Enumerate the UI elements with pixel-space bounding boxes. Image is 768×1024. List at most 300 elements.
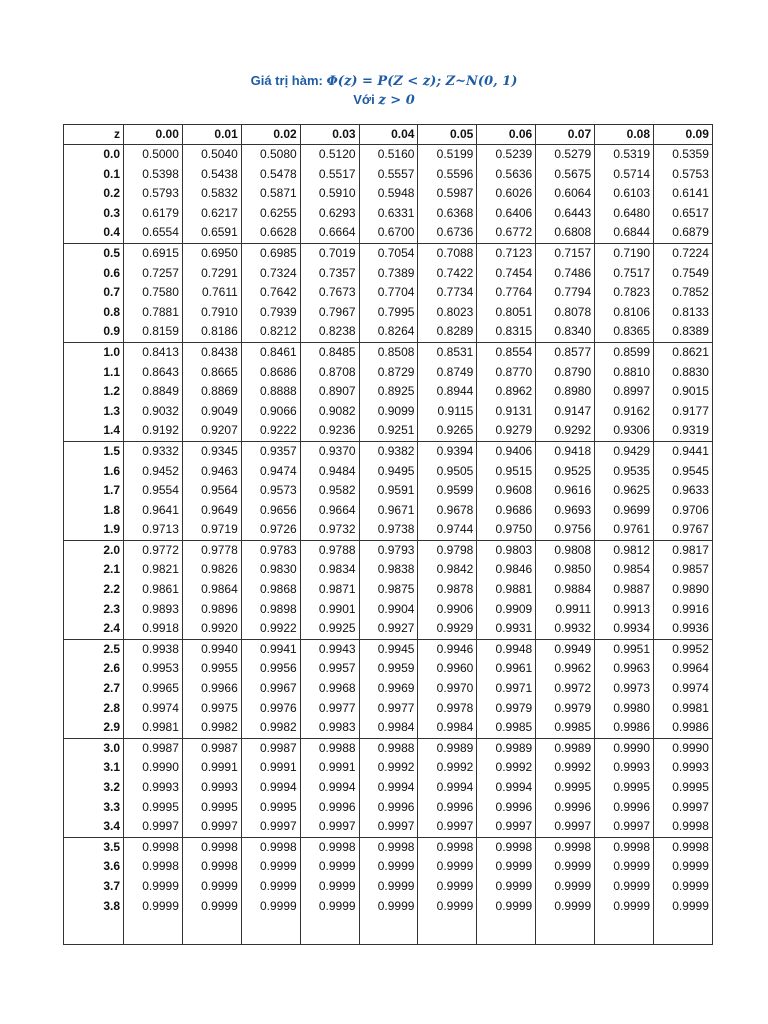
z-value-cell: 2.1 [64, 560, 124, 580]
probability-cell: 0.5239 [477, 145, 536, 165]
probability-cell: 0.9987 [182, 738, 241, 758]
z-value-cell: 3.7 [64, 877, 124, 897]
probability-cell: 0.9099 [359, 402, 418, 422]
table-row [64, 798, 713, 818]
probability-cell: 0.9515 [477, 462, 536, 482]
probability-cell: 0.9978 [418, 699, 477, 719]
probability-cell: 0.8925 [359, 382, 418, 402]
table-row [64, 659, 713, 679]
probability-cell: 0.9999 [241, 897, 300, 917]
table-row [64, 303, 713, 323]
probability-cell: 0.9996 [359, 798, 418, 818]
probability-cell: 0.9969 [359, 679, 418, 699]
title-line-2 [0, 91, 768, 110]
probability-cell: 0.8997 [595, 382, 654, 402]
probability-cell: 0.9625 [595, 481, 654, 501]
probability-cell: 0.9678 [418, 501, 477, 521]
probability-cell: 0.5438 [182, 165, 241, 185]
probability-cell: 0.9996 [536, 798, 595, 818]
probability-cell: 0.9997 [477, 817, 536, 837]
probability-cell: 0.6554 [124, 223, 183, 243]
probability-cell: 0.8212 [241, 322, 300, 342]
probability-cell: 0.9999 [654, 877, 713, 897]
probability-cell: 0.7357 [300, 264, 359, 284]
probability-cell: 0.9998 [182, 837, 241, 857]
probability-cell: 0.9980 [595, 699, 654, 719]
probability-cell: 0.9998 [477, 837, 536, 857]
z-table [63, 124, 713, 945]
probability-cell: 0.8830 [654, 363, 713, 383]
probability-cell: 0.9979 [536, 699, 595, 719]
probability-cell: 0.5080 [241, 145, 300, 165]
column-header: 0.00 [124, 125, 183, 145]
z-value-cell: 0.4 [64, 223, 124, 243]
probability-cell: 0.9990 [124, 758, 183, 778]
probability-cell: 0.9995 [124, 798, 183, 818]
probability-cell: 0.9925 [300, 619, 359, 639]
table-row [64, 540, 713, 560]
table-row [64, 283, 713, 303]
probability-cell: 0.8340 [536, 322, 595, 342]
table-row [64, 600, 713, 620]
probability-cell: 0.9951 [595, 639, 654, 659]
probability-cell: 0.9808 [536, 540, 595, 560]
probability-cell: 0.9798 [418, 540, 477, 560]
probability-cell: 0.9999 [124, 897, 183, 917]
z-value-cell: 3.0 [64, 738, 124, 758]
probability-cell: 0.9967 [241, 679, 300, 699]
probability-cell: 0.9817 [654, 540, 713, 560]
condition-label: Với [353, 92, 375, 107]
table-row [64, 462, 713, 482]
probability-cell: 0.9761 [595, 520, 654, 540]
probability-cell: 0.8264 [359, 322, 418, 342]
probability-cell: 0.9999 [595, 857, 654, 877]
probability-cell: 0.9505 [418, 462, 477, 482]
probability-cell: 0.9982 [182, 718, 241, 738]
probability-cell: 0.9898 [241, 600, 300, 620]
probability-cell: 0.7123 [477, 243, 536, 263]
probability-cell: 0.9993 [182, 778, 241, 798]
probability-cell: 0.8485 [300, 342, 359, 362]
probability-cell: 0.9893 [124, 600, 183, 620]
probability-cell: 0.8461 [241, 342, 300, 362]
probability-cell: 0.7054 [359, 243, 418, 263]
probability-cell: 0.9890 [654, 580, 713, 600]
probability-cell: 0.9999 [536, 877, 595, 897]
z-value-cell: 3.3 [64, 798, 124, 818]
z-value-cell: 2.7 [64, 679, 124, 699]
probability-cell: 0.9756 [536, 520, 595, 540]
probability-cell: 0.7324 [241, 264, 300, 284]
probability-cell: 0.9991 [182, 758, 241, 778]
table-row [64, 204, 713, 224]
probability-cell: 0.9732 [300, 520, 359, 540]
probability-cell: 0.5319 [595, 145, 654, 165]
probability-cell: 0.7673 [300, 283, 359, 303]
probability-cell: 0.8869 [182, 382, 241, 402]
probability-cell: 0.9996 [300, 798, 359, 818]
probability-cell: 0.9582 [300, 481, 359, 501]
probability-cell: 0.9995 [241, 798, 300, 818]
probability-cell: 0.8849 [124, 382, 183, 402]
title-formula: Φ(z) = P(Z < z); Z~N(0, 1) [326, 74, 518, 89]
probability-cell: 0.9429 [595, 441, 654, 461]
column-header: 0.04 [359, 125, 418, 145]
probability-cell: 0.9997 [359, 817, 418, 837]
probability-cell: 0.7580 [124, 283, 183, 303]
probability-cell: 0.7910 [182, 303, 241, 323]
table-row [64, 402, 713, 422]
probability-cell: 0.9977 [300, 699, 359, 719]
probability-cell: 0.7794 [536, 283, 595, 303]
probability-cell: 0.9911 [536, 600, 595, 620]
column-header: 0.07 [536, 125, 595, 145]
probability-cell: 0.9699 [595, 501, 654, 521]
empty-cell [359, 916, 418, 945]
probability-cell: 0.9920 [182, 619, 241, 639]
probability-cell: 0.9997 [654, 798, 713, 818]
probability-cell: 0.9495 [359, 462, 418, 482]
probability-cell: 0.9922 [241, 619, 300, 639]
probability-cell: 0.9474 [241, 462, 300, 482]
probability-cell: 0.9251 [359, 421, 418, 441]
probability-cell: 0.9864 [182, 580, 241, 600]
table-row [64, 837, 713, 857]
probability-cell: 0.9952 [654, 639, 713, 659]
probability-cell: 0.8599 [595, 342, 654, 362]
probability-cell: 0.9236 [300, 421, 359, 441]
probability-cell: 0.6293 [300, 204, 359, 224]
probability-cell: 0.9803 [477, 540, 536, 560]
probability-cell: 0.9982 [241, 718, 300, 738]
probability-cell: 0.9147 [536, 402, 595, 422]
probability-cell: 0.9693 [536, 501, 595, 521]
empty-cell [654, 916, 713, 945]
z-value-cell: 0.5 [64, 243, 124, 263]
probability-cell: 0.7764 [477, 283, 536, 303]
column-header: 0.03 [300, 125, 359, 145]
probability-cell: 0.9616 [536, 481, 595, 501]
probability-cell: 0.5478 [241, 165, 300, 185]
probability-cell: 0.9990 [654, 738, 713, 758]
probability-cell: 0.9162 [595, 402, 654, 422]
table-row [64, 501, 713, 521]
z-value-cell: 1.3 [64, 402, 124, 422]
probability-cell: 0.8365 [595, 322, 654, 342]
probability-cell: 0.9997 [124, 817, 183, 837]
probability-cell: 0.9463 [182, 462, 241, 482]
probability-cell: 0.9999 [359, 897, 418, 917]
z-value-cell: 1.8 [64, 501, 124, 521]
probability-cell: 0.9959 [359, 659, 418, 679]
probability-cell: 0.9842 [418, 560, 477, 580]
probability-cell: 0.9965 [124, 679, 183, 699]
probability-cell: 0.9995 [595, 778, 654, 798]
z-value-cell: 2.5 [64, 639, 124, 659]
probability-cell: 0.9960 [418, 659, 477, 679]
z-value-cell: 1.7 [64, 481, 124, 501]
probability-cell: 0.9999 [595, 897, 654, 917]
probability-cell: 0.9994 [477, 778, 536, 798]
condition-formula: z > 0 [378, 93, 415, 108]
probability-cell: 0.5557 [359, 165, 418, 185]
probability-cell: 0.9904 [359, 600, 418, 620]
probability-cell: 0.9938 [124, 639, 183, 659]
probability-cell: 0.7454 [477, 264, 536, 284]
probability-cell: 0.9881 [477, 580, 536, 600]
probability-cell: 0.9932 [536, 619, 595, 639]
probability-cell: 0.9441 [654, 441, 713, 461]
probability-cell: 0.9319 [654, 421, 713, 441]
probability-cell: 0.9996 [595, 798, 654, 818]
probability-cell: 0.8962 [477, 382, 536, 402]
table-row [64, 778, 713, 798]
z-value-cell: 0.1 [64, 165, 124, 185]
probability-cell: 0.8686 [241, 363, 300, 383]
probability-cell: 0.8023 [418, 303, 477, 323]
probability-cell: 0.8621 [654, 342, 713, 362]
z-value-cell: 2.3 [64, 600, 124, 620]
table-row [64, 243, 713, 263]
probability-cell: 0.9633 [654, 481, 713, 501]
probability-cell: 0.7389 [359, 264, 418, 284]
probability-cell: 0.9545 [654, 462, 713, 482]
probability-cell: 0.9999 [536, 897, 595, 917]
table-body [64, 145, 713, 945]
probability-cell: 0.9976 [241, 699, 300, 719]
probability-cell: 0.9999 [300, 877, 359, 897]
probability-cell: 0.5675 [536, 165, 595, 185]
probability-cell: 0.8413 [124, 342, 183, 362]
probability-cell: 0.9986 [654, 718, 713, 738]
probability-cell: 0.9049 [182, 402, 241, 422]
probability-cell: 0.9989 [477, 738, 536, 758]
probability-cell: 0.9948 [477, 639, 536, 659]
probability-cell: 0.9946 [418, 639, 477, 659]
probability-cell: 0.9999 [124, 877, 183, 897]
probability-cell: 0.9995 [536, 778, 595, 798]
probability-cell: 0.8531 [418, 342, 477, 362]
probability-cell: 0.9989 [418, 738, 477, 758]
probability-cell: 0.7257 [124, 264, 183, 284]
probability-cell: 0.9916 [654, 600, 713, 620]
probability-cell: 0.9966 [182, 679, 241, 699]
title-line-1 [0, 72, 768, 91]
probability-cell: 0.6591 [182, 223, 241, 243]
probability-cell: 0.6217 [182, 204, 241, 224]
probability-cell: 0.9997 [182, 817, 241, 837]
probability-cell: 0.9989 [536, 738, 595, 758]
probability-cell: 0.9993 [595, 758, 654, 778]
probability-cell: 0.6443 [536, 204, 595, 224]
probability-cell: 0.9998 [595, 837, 654, 857]
probability-cell: 0.9909 [477, 600, 536, 620]
column-header: 0.09 [654, 125, 713, 145]
z-value-cell: 2.8 [64, 699, 124, 719]
probability-cell: 0.9963 [595, 659, 654, 679]
probability-cell: 0.7704 [359, 283, 418, 303]
probability-cell: 0.9979 [477, 699, 536, 719]
probability-cell: 0.9929 [418, 619, 477, 639]
probability-cell: 0.9726 [241, 520, 300, 540]
probability-cell: 0.9998 [300, 837, 359, 857]
probability-cell: 0.9857 [654, 560, 713, 580]
probability-cell: 0.9850 [536, 560, 595, 580]
probability-cell: 0.6064 [536, 184, 595, 204]
probability-cell: 0.5753 [654, 165, 713, 185]
probability-cell: 0.9265 [418, 421, 477, 441]
table-row [64, 223, 713, 243]
probability-cell: 0.5199 [418, 145, 477, 165]
probability-cell: 0.9999 [595, 877, 654, 897]
probability-cell: 0.9671 [359, 501, 418, 521]
probability-cell: 0.9641 [124, 501, 183, 521]
table-row [64, 639, 713, 659]
probability-cell: 0.9918 [124, 619, 183, 639]
probability-cell: 0.9997 [418, 817, 477, 837]
probability-cell: 0.9999 [359, 877, 418, 897]
probability-cell: 0.9999 [241, 877, 300, 897]
probability-cell: 0.9896 [182, 600, 241, 620]
probability-cell: 0.9884 [536, 580, 595, 600]
probability-cell: 0.9981 [124, 718, 183, 738]
table-row [64, 264, 713, 284]
probability-cell: 0.9834 [300, 560, 359, 580]
probability-cell: 0.9992 [536, 758, 595, 778]
probability-cell: 0.9357 [241, 441, 300, 461]
probability-cell: 0.9484 [300, 462, 359, 482]
probability-cell: 0.8051 [477, 303, 536, 323]
probability-cell: 0.9177 [654, 402, 713, 422]
probability-cell: 0.6950 [182, 243, 241, 263]
probability-cell: 0.6406 [477, 204, 536, 224]
probability-cell: 0.6026 [477, 184, 536, 204]
probability-cell: 0.9686 [477, 501, 536, 521]
probability-cell: 0.9999 [654, 857, 713, 877]
probability-cell: 0.5948 [359, 184, 418, 204]
probability-cell: 0.6915 [124, 243, 183, 263]
table-row [64, 580, 713, 600]
probability-cell: 0.9974 [654, 679, 713, 699]
table-row [64, 679, 713, 699]
probability-cell: 0.9934 [595, 619, 654, 639]
probability-cell: 0.9861 [124, 580, 183, 600]
probability-cell: 0.9993 [654, 758, 713, 778]
table-row [64, 184, 713, 204]
probability-cell: 0.9995 [654, 778, 713, 798]
probability-cell: 0.9997 [241, 817, 300, 837]
probability-cell: 0.9943 [300, 639, 359, 659]
probability-cell: 0.9994 [300, 778, 359, 798]
empty-cell [595, 916, 654, 945]
probability-cell: 0.9998 [654, 817, 713, 837]
z-value-cell: 3.5 [64, 837, 124, 857]
probability-cell: 0.9985 [536, 718, 595, 738]
empty-cell [124, 916, 183, 945]
probability-cell: 0.5517 [300, 165, 359, 185]
probability-cell: 0.5596 [418, 165, 477, 185]
probability-cell: 0.7224 [654, 243, 713, 263]
probability-cell: 0.9875 [359, 580, 418, 600]
probability-cell: 0.8186 [182, 322, 241, 342]
probability-cell: 0.7549 [654, 264, 713, 284]
probability-cell: 0.5910 [300, 184, 359, 204]
probability-cell: 0.9999 [418, 857, 477, 877]
probability-cell: 0.9999 [654, 897, 713, 917]
probability-cell: 0.7486 [536, 264, 595, 284]
probability-cell: 0.8159 [124, 322, 183, 342]
probability-cell: 0.9591 [359, 481, 418, 501]
probability-cell: 0.7190 [595, 243, 654, 263]
probability-cell: 0.9999 [182, 897, 241, 917]
probability-cell: 0.8708 [300, 363, 359, 383]
probability-cell: 0.9998 [182, 857, 241, 877]
probability-cell: 0.9292 [536, 421, 595, 441]
probability-cell: 0.9649 [182, 501, 241, 521]
probability-cell: 0.6331 [359, 204, 418, 224]
probability-cell: 0.9826 [182, 560, 241, 580]
probability-cell: 0.9973 [595, 679, 654, 699]
z-value-cell: 2.9 [64, 718, 124, 738]
table-row [64, 481, 713, 501]
empty-cell [418, 916, 477, 945]
probability-cell: 0.9970 [418, 679, 477, 699]
probability-cell: 0.9998 [124, 857, 183, 877]
z-value-cell: 0.7 [64, 283, 124, 303]
probability-cell: 0.9993 [124, 778, 183, 798]
table-row [64, 421, 713, 441]
probability-cell: 0.5636 [477, 165, 536, 185]
probability-cell: 0.9306 [595, 421, 654, 441]
table-row [64, 145, 713, 165]
probability-cell: 0.9279 [477, 421, 536, 441]
probability-cell: 0.7642 [241, 283, 300, 303]
probability-cell: 0.9987 [241, 738, 300, 758]
probability-cell: 0.9998 [124, 837, 183, 857]
title-label: Giá trị hàm: [250, 73, 323, 88]
header-row [64, 125, 713, 145]
probability-cell: 0.9945 [359, 639, 418, 659]
probability-cell: 0.9812 [595, 540, 654, 560]
probability-cell: 0.9999 [241, 857, 300, 877]
probability-cell: 0.9370 [300, 441, 359, 461]
probability-cell: 0.9955 [182, 659, 241, 679]
probability-cell: 0.9968 [300, 679, 359, 699]
probability-cell: 0.8508 [359, 342, 418, 362]
probability-cell: 0.9332 [124, 441, 183, 461]
probability-cell: 0.7939 [241, 303, 300, 323]
probability-cell: 0.9192 [124, 421, 183, 441]
probability-cell: 0.9854 [595, 560, 654, 580]
probability-cell: 0.7734 [418, 283, 477, 303]
z-value-cell: 0.2 [64, 184, 124, 204]
probability-cell: 0.8554 [477, 342, 536, 362]
probability-cell: 0.5359 [654, 145, 713, 165]
probability-cell: 0.9999 [536, 857, 595, 877]
probability-cell: 0.7291 [182, 264, 241, 284]
z-value-cell: 1.4 [64, 421, 124, 441]
probability-cell: 0.9838 [359, 560, 418, 580]
probability-cell: 0.9987 [124, 738, 183, 758]
probability-cell: 0.9713 [124, 520, 183, 540]
probability-cell: 0.8438 [182, 342, 241, 362]
probability-cell: 0.9573 [241, 481, 300, 501]
probability-cell: 0.9999 [300, 897, 359, 917]
probability-cell: 0.8643 [124, 363, 183, 383]
probability-cell: 0.9656 [241, 501, 300, 521]
probability-cell: 0.9984 [418, 718, 477, 738]
